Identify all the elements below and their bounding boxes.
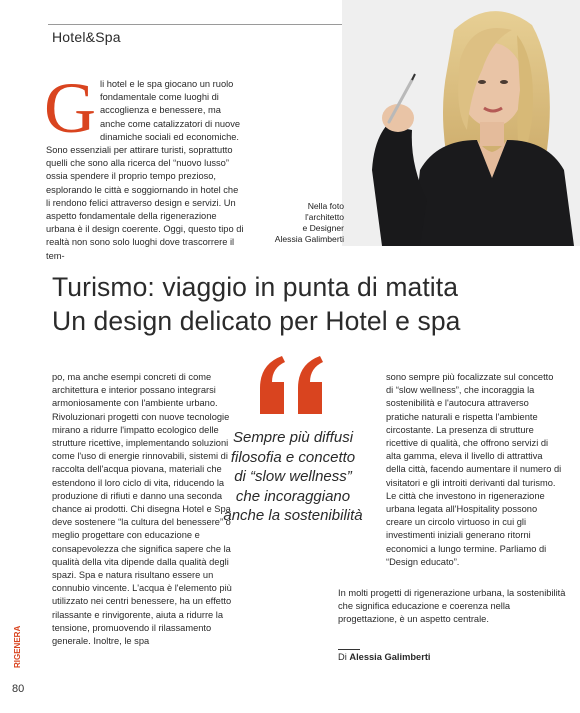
intro-text: li hotel e le spa giocano un ruolo fondamentale come luoghi di accoglienza e benessere, ma anche come catalizzatori di nuove dinamiche sociali ed economiche. Sono essenziali per attirare turisti, soprattutto quelli che sono alla ricerca del “nuovo lusso” ossia spendere il proprio tempo prezioso, esplorando le città e soggiornando in hotel che li rendono felici attraverso design e servizi. Un aspetto fondamentale della rigenerazione urbana è il design coerente. Oggi, questo tipo di realtà non sono solo luoghi dove trascorrere il tem- (46, 79, 244, 261)
closing-paragraph (338, 587, 566, 627)
byline-author: Alessia Galimberti (349, 652, 431, 662)
portrait-photo (342, 0, 580, 246)
column-right-text: sono sempre più focalizzate sul concetto di “slow wellness”, che incoraggia la sostenibilità e l'autocura attraverso pratiche naturali e rispetta l'ambiente circostante. La presenza di strutture ricettive di qualità, che offrono servizi di alta gamma, eleva il livello di attrattiva della città, facendo aumentare il numero di visitatori e gli introiti derivanti dal turismo. Le città che investono in rigenerazione urbana legata all'Hospitality possono creare un circolo virtuoso in cui gli investimenti iniziali generano ritorni economici a lungo termine. Parliamo di “Design educato”. (386, 372, 562, 567)
byline-rule (338, 649, 360, 650)
byline (338, 652, 431, 662)
quote-marks-icon (252, 352, 332, 422)
caption-line: e Designer (302, 223, 344, 233)
byline-prefix: Di (338, 652, 350, 662)
pull-quote-line: anche la sostenibilità (223, 507, 363, 524)
pull-quote-line: Sempre più diffusi (232, 429, 354, 446)
intro-paragraph (44, 68, 244, 263)
page-number: 80 (12, 683, 25, 695)
caption-line: Alessia Galimberti (274, 234, 344, 244)
header-rule (48, 24, 342, 25)
vertical-brand-text: RIGENERA (13, 625, 22, 668)
pull-quote-line: che incoraggiano (235, 487, 351, 505)
article-title (52, 270, 552, 338)
closing-text: In molti progetti di rigenerazione urbana, la sostenibilità che significa educazione e coerenza nella progettazione, è un aspetto centrale. (338, 588, 566, 625)
portrait-illustration (342, 0, 580, 246)
pull-quote-line: filosofia e concetto (230, 448, 356, 466)
caption-line: l'architetto (305, 212, 344, 222)
pull-quote (212, 428, 374, 526)
section-label: Hotel&Spa (52, 29, 121, 45)
title-line-2: Un design delicato per Hotel e spa (52, 306, 461, 336)
column-left-text: po, ma anche esempi concreti di come architettura e interior possano integrarsi armoniosamente con l'ambiente urbano. Rivoluzionari progetti con nuove tecnologie mirano a ridurre l'impatto ecologico delle strutture ricettive, implementando soluzioni come l'uso di energie rinnovabili, sistemi di raccolta dell'acqua piovana, materiali che estendono il loro ciclo di vita, riducendo la produzione di rifiuti e danno una seconda chance ai prodotti. Chi disegna Hotel e Spa deve sostenere “la cultura del benessere” o meglio progettare con educazione e consapevolezza che significa sapere che la qualità della vita dipende dalla qualità degli spazi. Spa e natura risultano essere un connubio vincente. L'acqua è l'elemento più utilizzato nei centri benessere, ha un effetto rilassante e rinvigorente, aiuta a ridurre la tensione, promuovendo il rilassamento generale. Inoltre, le spa (52, 372, 232, 647)
photo-caption (262, 201, 344, 245)
caption-line: Nella foto (307, 201, 344, 211)
title-line-1: Turismo: viaggio in punta di matita (52, 272, 459, 302)
vertical-brand-logo (12, 598, 22, 668)
body-column-right (386, 371, 562, 569)
pull-quote-line: di “slow wellness” (234, 468, 352, 485)
drop-cap: G (44, 68, 96, 148)
